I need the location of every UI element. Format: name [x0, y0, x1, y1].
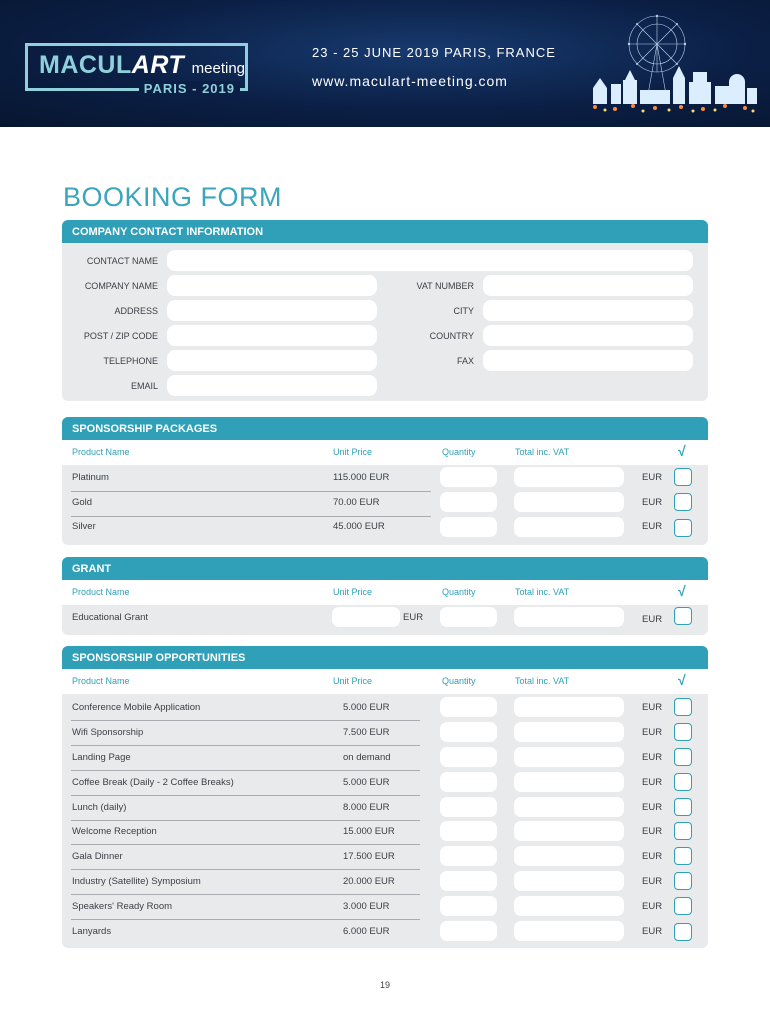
product-name: Conference Mobile Application — [72, 702, 201, 713]
currency-label: EUR — [642, 472, 663, 483]
unit-price: 8.000 EUR — [343, 802, 390, 813]
product-name: Gala Dinner — [72, 851, 123, 862]
event-banner — [0, 0, 770, 127]
col-quantity: Quantity — [442, 587, 476, 597]
col-total: Total inc. VAT — [515, 587, 570, 597]
select-checkbox[interactable] — [674, 698, 692, 716]
unit-price-currency: EUR — [403, 612, 424, 623]
currency-label: EUR — [642, 901, 663, 912]
city-label: CITY — [453, 306, 474, 316]
event-website-url: www.maculart-meeting.com — [312, 73, 508, 89]
total-field[interactable] — [514, 747, 624, 767]
vat-number-label: VAT NUMBER — [416, 281, 474, 291]
quantity-field[interactable] — [440, 871, 497, 891]
unit-price: 45.000 EUR — [333, 521, 385, 532]
total-field[interactable] — [514, 607, 624, 627]
quantity-field[interactable] — [440, 747, 497, 767]
checkmark-icon: √ — [678, 672, 686, 688]
product-name: Wifi Sponsorship — [72, 727, 144, 738]
total-field[interactable] — [514, 896, 624, 916]
select-checkbox[interactable] — [674, 468, 692, 486]
col-unit-price: Unit Price — [333, 447, 373, 457]
currency-label: EUR — [642, 926, 663, 937]
unit-price: 3.000 EUR — [343, 901, 390, 912]
currency-label: EUR — [642, 497, 663, 508]
vat-number-field[interactable] — [483, 275, 693, 296]
quantity-field[interactable] — [440, 772, 497, 792]
logo-subtitle: PARIS - 2019 — [139, 81, 240, 97]
section-header: SPONSORSHIP OPPORTUNITIES — [62, 646, 708, 669]
select-checkbox[interactable] — [674, 872, 692, 890]
total-field[interactable] — [514, 517, 624, 537]
quantity-field[interactable] — [440, 607, 497, 627]
sponsorship-opportunities-section — [62, 646, 708, 948]
paris-skyline-illustration — [585, 8, 760, 120]
total-field[interactable] — [514, 846, 624, 866]
col-total: Total inc. VAT — [515, 447, 570, 457]
logo-art-text: ART — [131, 51, 185, 79]
col-product-name: Product Name — [72, 676, 130, 686]
product-name: Landing Page — [72, 752, 131, 763]
currency-label: EUR — [642, 521, 663, 532]
contact-name-field[interactable] — [167, 250, 693, 271]
product-name: Lunch (daily) — [72, 802, 127, 813]
telephone-label: TELEPHONE — [103, 356, 158, 366]
section-header: GRANT — [62, 557, 708, 580]
quantity-field[interactable] — [440, 821, 497, 841]
select-checkbox[interactable] — [674, 748, 692, 766]
product-name: Platinum — [72, 472, 109, 483]
row-divider — [71, 869, 420, 870]
currency-label: EUR — [642, 876, 663, 887]
row-divider — [71, 770, 420, 771]
company-name-label: COMPANY NAME — [84, 281, 158, 291]
col-unit-price: Unit Price — [333, 587, 373, 597]
currency-label: EUR — [642, 614, 663, 625]
table-header-row — [62, 440, 708, 465]
checkmark-icon: √ — [678, 443, 686, 459]
post-zip-label: POST / ZIP CODE — [83, 331, 158, 341]
currency-label: EUR — [642, 702, 663, 713]
event-date-location: 23 - 25 JUNE 2019 PARIS, FRANCE — [312, 45, 556, 60]
quantity-field[interactable] — [440, 896, 497, 916]
page-number: 19 — [379, 980, 390, 990]
currency-label: EUR — [642, 851, 663, 862]
email-label: EMAIL — [130, 381, 158, 391]
product-name: Coffee Break (Daily - 2 Coffee Breaks) — [72, 777, 234, 788]
col-quantity: Quantity — [442, 447, 476, 457]
currency-label: EUR — [642, 826, 663, 837]
total-field[interactable] — [514, 797, 624, 817]
country-label: COUNTRY — [429, 331, 474, 341]
product-name: Educational Grant — [72, 612, 149, 623]
table-header-row — [62, 669, 708, 694]
quantity-field[interactable] — [440, 722, 497, 742]
select-checkbox[interactable] — [674, 723, 692, 741]
currency-label: EUR — [642, 752, 663, 763]
unit-price-field[interactable] — [332, 607, 400, 627]
logo-macul-text: MACUL — [39, 51, 132, 79]
quantity-field[interactable] — [440, 846, 497, 866]
unit-price: on demand — [343, 752, 391, 763]
product-name: Speakers' Ready Room — [72, 901, 173, 912]
col-product-name: Product Name — [72, 587, 130, 597]
quantity-field[interactable] — [440, 697, 497, 717]
product-name: Industry (Satellite) Symposium — [72, 876, 201, 887]
currency-label: EUR — [642, 802, 663, 813]
fax-label: FAX — [456, 356, 474, 366]
quantity-field[interactable] — [440, 921, 497, 941]
unit-price: 7.500 EUR — [343, 727, 390, 738]
row-divider — [71, 745, 420, 746]
row-divider — [71, 491, 431, 492]
col-quantity: Quantity — [442, 676, 476, 686]
email-field[interactable] — [167, 375, 377, 396]
quantity-field[interactable] — [440, 467, 497, 487]
select-checkbox[interactable] — [674, 773, 692, 791]
quantity-field[interactable] — [440, 517, 497, 537]
product-name: Gold — [72, 497, 93, 508]
address-field[interactable] — [167, 300, 377, 321]
grant-section — [62, 557, 708, 635]
total-field[interactable] — [514, 467, 624, 487]
table-header-row — [62, 580, 708, 605]
product-name: Lanyards — [72, 926, 112, 937]
row-divider — [71, 720, 420, 721]
city-field[interactable] — [483, 300, 693, 321]
checkmark-icon: √ — [678, 583, 686, 599]
total-field[interactable] — [514, 772, 624, 792]
select-checkbox[interactable] — [674, 493, 692, 511]
product-name: Welcome Reception — [72, 826, 157, 837]
maculart-logo — [25, 43, 248, 96]
contact-name-label: CONTACT NAME — [86, 256, 158, 266]
total-field[interactable] — [514, 697, 624, 717]
telephone-field[interactable] — [167, 350, 377, 371]
product-name: Silver — [72, 521, 96, 532]
select-checkbox[interactable] — [674, 798, 692, 816]
row-divider — [71, 894, 420, 895]
company-contact-section — [62, 220, 708, 401]
unit-price: 6.000 EUR — [343, 926, 390, 937]
total-field[interactable] — [514, 921, 624, 941]
select-checkbox[interactable] — [674, 519, 692, 537]
col-product-name: Product Name — [72, 447, 130, 457]
col-total: Total inc. VAT — [515, 676, 570, 686]
row-divider — [71, 795, 420, 796]
row-divider — [71, 844, 420, 845]
currency-label: EUR — [642, 777, 663, 788]
total-field[interactable] — [514, 492, 624, 512]
unit-price: 15.000 EUR — [343, 826, 395, 837]
company-name-field[interactable] — [167, 275, 377, 296]
unit-price: 17.500 EUR — [343, 851, 395, 862]
select-checkbox[interactable] — [674, 822, 692, 840]
col-unit-price: Unit Price — [333, 676, 373, 686]
address-label: ADDRESS — [114, 306, 158, 316]
select-checkbox[interactable] — [674, 847, 692, 865]
post-zip-field[interactable] — [167, 325, 377, 346]
country-field[interactable] — [483, 325, 693, 346]
select-checkbox[interactable] — [674, 897, 692, 915]
select-checkbox[interactable] — [674, 923, 692, 941]
currency-label: EUR — [642, 727, 663, 738]
unit-price: 115.000 EUR — [333, 472, 390, 483]
select-checkbox[interactable] — [674, 607, 692, 625]
sponsorship-packages-section — [62, 417, 708, 545]
unit-price: 5.000 EUR — [343, 777, 390, 788]
section-header: COMPANY CONTACT INFORMATION — [62, 220, 708, 243]
logo-meeting-text: meeting — [191, 60, 246, 77]
row-divider — [71, 919, 420, 920]
row-divider — [71, 820, 420, 821]
total-field[interactable] — [514, 821, 624, 841]
quantity-field[interactable] — [440, 492, 497, 512]
unit-price: 5.000 EUR — [343, 702, 390, 713]
unit-price: 20.000 EUR — [343, 876, 395, 887]
section-header: SPONSORSHIP PACKAGES — [62, 417, 708, 440]
total-field[interactable] — [514, 871, 624, 891]
quantity-field[interactable] — [440, 797, 497, 817]
unit-price: 70.00 EUR — [333, 497, 380, 508]
fax-field[interactable] — [483, 350, 693, 371]
total-field[interactable] — [514, 722, 624, 742]
row-divider — [71, 516, 431, 517]
page-title: BOOKING FORM — [63, 182, 283, 212]
